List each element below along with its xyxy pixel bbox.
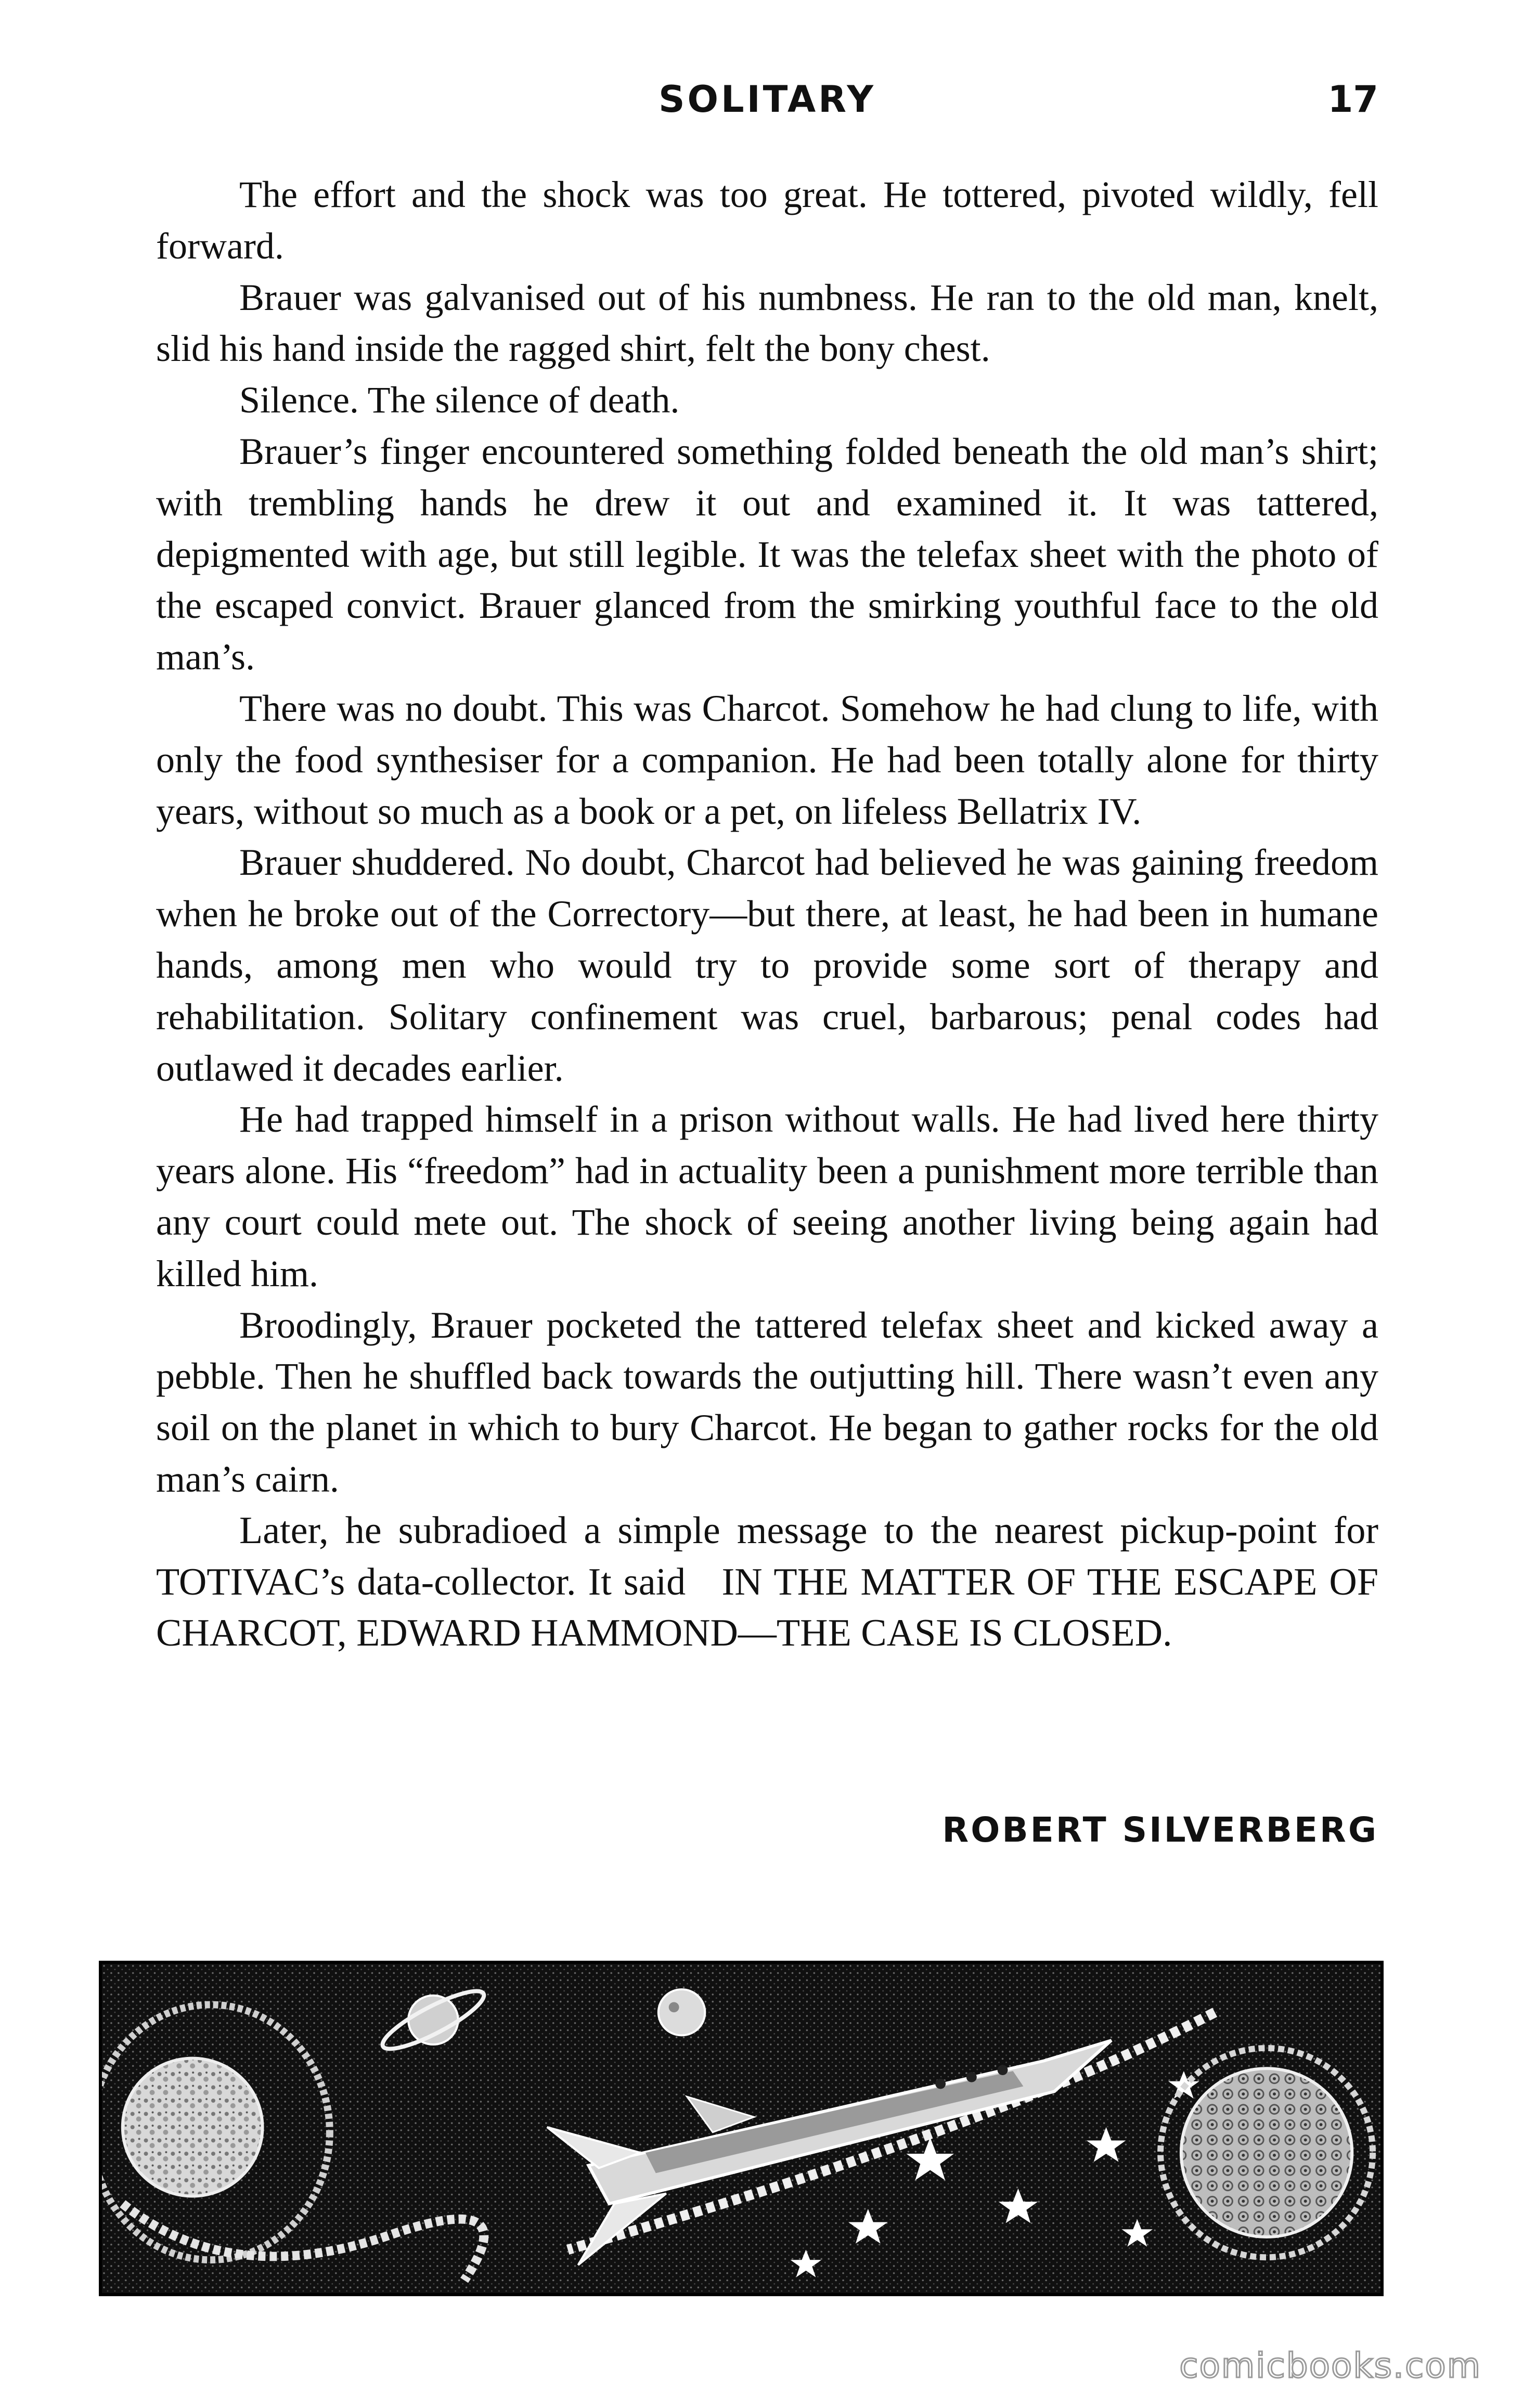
space-scene [102, 1964, 1380, 2293]
paragraph: The effort and the shock was too great. He tottered, pivoted wildly, fell forward. [156, 174, 1378, 267]
closing-text: Later, he subradioed a simple message to the nearest pickup-point for TOTIVAC’s data-collector. It said [156, 1509, 1378, 1603]
small-planet-icon [659, 1989, 705, 2035]
paragraph: Brauer shuddered. No doubt, Charcot had believed he was gaining freedom when he broke out of the Correctory—but there, at least, he had been in humane hands, among men who would try to provide some sort of therapy and rehabilitation. Solitary confinement was cruel, barbarous; penal codes had outlawed it decades earlier. [156, 841, 1378, 1089]
author-byline: ROBERT SILVERBERG [942, 1810, 1378, 1850]
paragraph: Brauer’s finger encountered something folded beneath the old man’s shirt; with trembling hands he drew it out and examined it. It was tattered, depigmented with age, but still legible. It was the telefax sheet with the photo of the escaped convict. Brauer glanced from the smirking youthful face to the old man’s. [156, 430, 1378, 678]
closing-paragraph [156, 1505, 1378, 1659]
paragraph: Silence. The silence of death. [239, 379, 680, 421]
site-watermark: comicbooks.com [1179, 2346, 1481, 2386]
page-number: 17 [1327, 78, 1378, 121]
page-header [156, 78, 1378, 135]
paragraph: He had trapped himself in a prison without walls. He had lived here thirty years alone. His “freedom” had in actuality been a punishment more terrible than any court could mete out. The shock of seeing another living being again had killed him. [156, 1098, 1378, 1294]
running-title: SOLITARY [659, 78, 876, 121]
paragraph: Brauer was galvanised out of his numbness. He ran to the old man, knelt, slid his hand inside the ragged shirt, felt the bony chest. [156, 276, 1378, 370]
paragraph: Broodingly, Brauer pocketed the tattered telefax sheet and kicked away a pebble. Then he shuffled back towards the outjutting hill. There wasn’t even any soil on the planet in which to bury Charcot. He began to gather rocks for the old man’s cairn. [156, 1304, 1378, 1500]
planet-icon [1160, 2048, 1373, 2257]
paragraph: There was no doubt. This was Charcot. Somehow he had clung to life, with only the food synthesiser for a companion. He had been totally alone for thirty years, without so much as a book or a pet, on lifeless Bellatrix IV. [156, 687, 1378, 832]
story-text [156, 169, 1378, 1659]
closing-message: IN THE MATTER OF THE ESCAPE OF CHARCOT, EDWARD HAMMOND—THE CASE IS CLOSED. [156, 1560, 1379, 1655]
space-illustration [99, 1961, 1384, 2296]
